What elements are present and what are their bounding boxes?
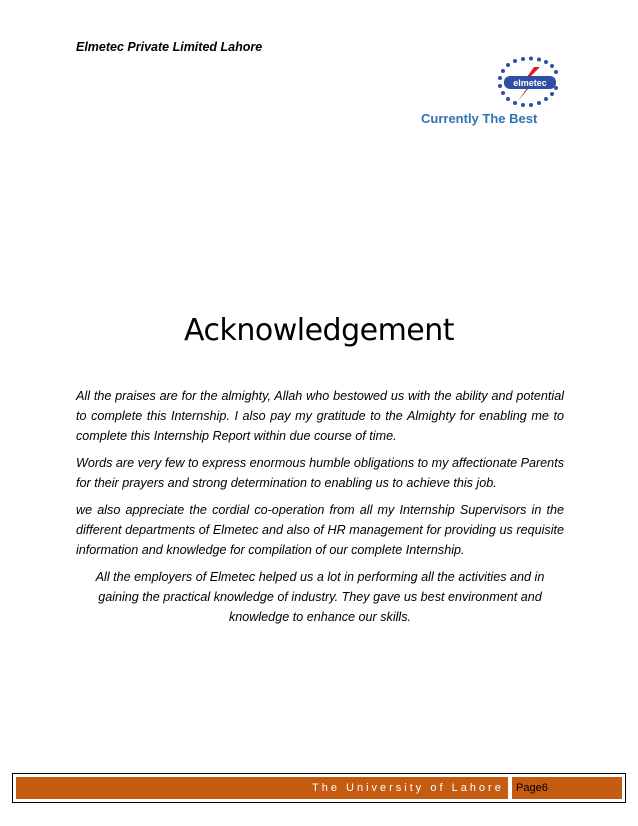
company-tagline: Currently The Best: [421, 111, 538, 126]
footer-university: The University of Lahore: [312, 782, 504, 794]
page-footer: [12, 773, 626, 803]
company-name: Elmetec Private Limited Lahore: [76, 40, 263, 54]
paragraph: Words are very few to express enormous humble obligations to my affectionate Parents for their prayers and strong determination to enabling us to achieve this job.: [76, 456, 564, 490]
footer-divider: [508, 777, 512, 799]
acknowledgement-body: [76, 386, 564, 634]
logo-text: elmetec: [513, 78, 547, 88]
paragraph: All the employers of Elmetec helped us a lot in performing all the activities and in gaining the practical knowledge of industry. They gave us best environment and knowledge to enhance our skills.: [95, 570, 545, 624]
paragraph: we also appreciate the cordial co-operation from all my Internship Supervisors in the different departments of Elmetec and also of HR management for providing us requisite information and knowledge for compilation of our complete Internship.: [76, 503, 564, 557]
page-title: Acknowledgement: [183, 313, 455, 349]
paragraph: All the praises are for the almighty, Allah who bestowed us with the ability and potential to complete this Internship. I also pay my gratitude to the Almighty for enabling me to complete this Internship Report within due course of time.: [76, 389, 564, 443]
page-number: Page6: [516, 782, 548, 794]
elmetec-logo: [494, 55, 564, 111]
footer-bar: [16, 777, 622, 799]
